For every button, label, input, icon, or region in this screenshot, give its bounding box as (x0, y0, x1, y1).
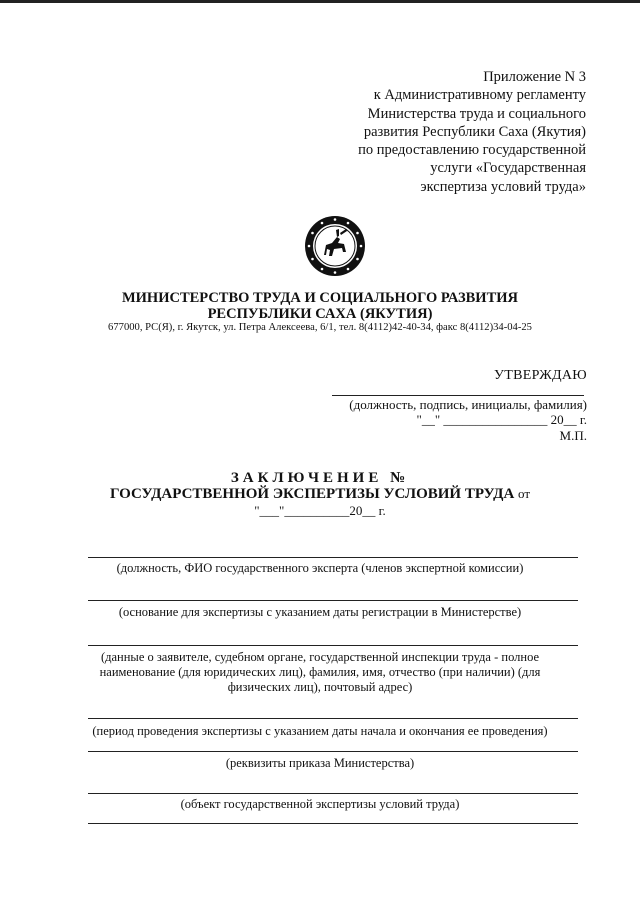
field-line (88, 557, 578, 558)
scan-top-border (0, 0, 640, 3)
appendix-line: Приложение N 3 (483, 69, 586, 85)
approve-date: "__" ________________ 20__ г. (416, 412, 587, 427)
appendix-block (266, 68, 586, 196)
field-hint: (основание для экспертизы с указанием даты регистрации в Министерстве) (118, 605, 522, 619)
field-line (88, 718, 578, 719)
appendix-line: к Административному регламенту (373, 87, 586, 104)
ministry-name-line2: РЕСПУБЛИКИ САХА (ЯКУТИЯ) (207, 306, 433, 322)
appendix-line: развития Республики Саха (Якутия) (363, 123, 586, 140)
document-subtitle (0, 486, 640, 503)
approve-stamp-mark: М.П. (559, 428, 587, 443)
field-hint: (реквизиты приказа Министерства) (225, 756, 415, 770)
approve-signature-line (332, 395, 584, 396)
field-line (88, 823, 578, 824)
field-line (88, 793, 578, 794)
document-date: "___"__________20__ г. (254, 503, 386, 518)
field-hint: наименование (для юридических лиц), фамилия, имя, отчество (при наличии) (для (99, 665, 541, 679)
field-line (88, 645, 578, 646)
field-line (88, 751, 578, 752)
approve-hint: (должность, подпись, инициалы, фамилия) (349, 397, 587, 412)
field-hint: (данные о заявителе, судебном органе, государственной инспекции труда - полное (100, 650, 540, 664)
document-subtitle-suffix: от (518, 486, 531, 501)
field-hint: (объект государственной экспертизы условий труда) (180, 797, 460, 811)
ministry-address: 677000, РС(Я), г. Якутск, ул. Петра Алексеева, 6/1, тел. 8(4112)42-40-34, факс 8(4112)34-04-25 (108, 322, 532, 333)
field-line (88, 600, 578, 601)
field-hint: (период проведения экспертизы с указанием даты начала и окончания ее проведения) (92, 724, 548, 738)
field-hint: физических лиц), почтовый адрес) (227, 680, 413, 694)
appendix-line: экспертиза условий труда» (420, 178, 586, 195)
appendix-line: Министерства труда и социального (367, 105, 586, 122)
approve-label: УТВЕРЖДАЮ (494, 368, 587, 383)
ministry-name-line1: МИНИСТЕРСТВО ТРУДА И СОЦИАЛЬНОГО РАЗВИТИЯ (121, 290, 519, 306)
field-hint: (должность, ФИО государственного эксперта (членов экспертной комиссии) (116, 561, 524, 575)
appendix-line: услуги «Государственная (430, 160, 586, 177)
coat-of-arms-emblem (304, 215, 366, 277)
appendix-line: по предоставлению государственной (358, 142, 586, 159)
document-subtitle-text: ГОСУДАРСТВЕННОЙ ЭКСПЕРТИЗЫ УСЛОВИЙ ТРУДА (109, 486, 515, 502)
document-title: ЗАКЛЮЧЕНИЕ № (230, 470, 410, 486)
